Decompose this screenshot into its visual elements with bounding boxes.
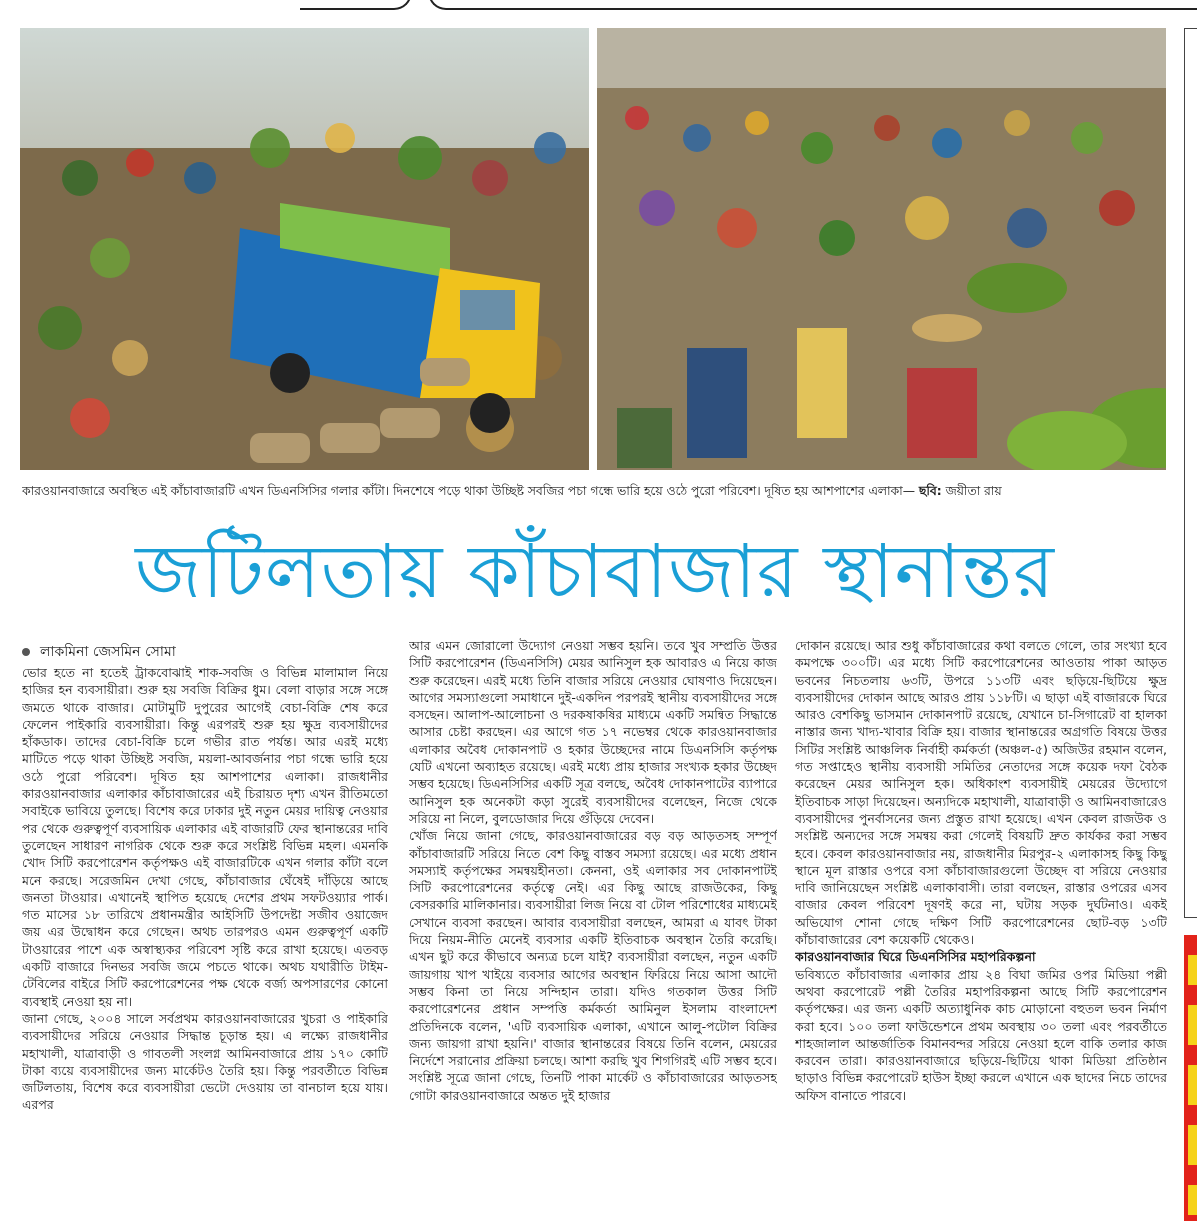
ad-stripe bbox=[1188, 1005, 1197, 1045]
paragraph: ভোর হতে না হতেই ট্রাকবোঝাই শাক-সবজি ও বিভিন্ন মালামাল নিয়ে হাজির হন ব্যবসায়ীরা। শুরু হয় সবজি বিক্রির ধুম। বেলা বাড়ার সঙ্গে সঙ্গে জমতে থাকে বাজার। মোটামুটি দুপুরের আগেই বেচা-বিক্রি শেষ করে ফেলেন পাইকারি ব্যবসায়ীরা। কিন্তু এরপরই শুরু হয় ক্ষুদ্র ব্যবসায়ীদের হাঁকডাক। তাদের বেচা-বিক্রি চলে গভীর রাত পর্যন্ত। আর এরই মধ্যে মাটিতে পড়ে থাকা উচ্ছিষ্ট সবজি, ময়লা-আবর্জনার পচা গন্ধে ভারি হয়ে ওঠে পুরো পরিবেশ। দূষিত হয় আশপাশের এলাকা। রাজধানীর কারওয়ানবাজার এলাকার কাঁচাবাজারের এই চিরায়ত দৃশ্য এখন রীতিমতো সবাইকে ভাবিয়ে তুলছে। বিশেষ করে ঢাকার দুই নতুন মেয়র দায়িত্ব নেওয়ার পর থেকে গুরুত্বপূর্ণ ব্যবসায়িক এলাকার এই বাজারটি ফের স্থানান্তরের দাবি তুলেছেন সাধারণ নাগরিক থেকে শুরু করে সংশ্লিষ্ট বিভিন্ন মহল। এমনকি খোদ সিটি করপোরেশন কর্তৃপক্ষও এই বাজারটিকে এখন গলার কাঁটা বলে মনে করছে। সরেজমিন দেখা গেছে, কাঁচাবাজার ঘেঁষেই দাঁড়িয়ে আছে জনতা টাওয়ার। এখানেই স্থাপিত হয়েছে দেশের প্রথম সফটওয়্যার পার্ক। গত মাসের ১৮ তারিখে প্রধানমন্ত্রীর আইসিটি উপদেষ্টা সজীব ওয়াজেদ জয় এর উদ্বোধন করে গেছেন। অথচ তারপরও এমন গুরুত্বপূর্ণ একটি টাওয়ারের পাশে এক অস্বাস্থ্যকর পরিবেশ সৃষ্টি করে রাখা হয়েছে। এতবড় একটি বাজারে দিনভর সবজি জমে পচতে থাকে। অথচ যথারীতি টাইম-টেবিলের বাইরে সিটি করপোরেশনের পক্ষ থেকে বর্জ্য অপসারণের কোনো ব্যবস্থাই নেওয়া হয় না। bbox=[22, 665, 388, 1009]
paragraph: আর এমন জোরালো উদ্যোগ নেওয়া সম্ভব হয়নি। তবে খুব সম্প্রতি উত্তর সিটি করপোরেশন (ডিএনসিসি) মেয়র আনিসুল হক আবারও এ নিয়ে কাজ শুরু করেছেন। এরই মধ্যে তিনি বাজার সরিয়ে নেওয়ার ঘোষণাও দিয়েছেন। আগের সমস্যাগুলো সমাধানে দুই-একদিন পরপরই স্থানীয় ব্যবসায়ীদের সঙ্গে বসছেন। আলাপ-আলোচনা ও দরকষাকষির মাধ্যমে একটি সমন্বিত সিদ্ধান্তে আসার চেষ্টা করছেন। এর আগে গত ১৭ নভেম্বর থেকে কারওয়ানবাজার এলাকার অবৈধ দোকানপাট ও হকার উচ্ছেদের নামে ডিএনসিসি কর্তৃপক্ষ যেটি এখনো অব্যাহত রয়েছে। এরই মধ্যে প্রায় হাজার সংখ্যক হকার উচ্ছেদ সম্ভব হয়েছে। ডিএনসিসির একটি সূত্র বলছে, অবৈধ দোকানপাটের ব্যাপারে আনিসুল হক অনেকটা কড়া সুরেই ব্যবসায়ীদের বলেছেন, নিজে থেকে সরিয়ে না নিলে, বুলডোজার দিয়ে গুঁড়িয়ে দেবেন। bbox=[409, 638, 777, 826]
ad-stripe bbox=[1188, 955, 1197, 985]
paragraph: দোকান রয়েছে। আর শুধু কাঁচাবাজারের কথা বলতে গেলে, তার সংখ্যা হবে কমপক্ষে ৩০০টি। এর মধ্যে সিটি করপোরেশনের আওতায় পাকা আড়ত ভবনের নিচতলায় ৬৩টি, উপরে ১১৩টি এবং ছড়িয়ে-ছিটিয়ে ক্ষুদ্র ব্যবসায়ীদের দোকান আছে আরও প্রায় ১১৮টি। এ ছাড়া এই বাজারকে ঘিরে আরও বেশকিছু ভাসমান দোকানপাট রয়েছে, যেখানে চা-সিগারেট বা হালকা নাস্তার জন্য খাদ্য-খাবার বিক্রি হয়। বাজার স্থানান্তরের অগ্রগতি বিষয়ে উত্তর সিটির সংশ্লিষ্ট আঞ্চলিক নির্বাহী কর্মকর্তা (অঞ্চল-৫) অজিউর রহমান বলেন, গত সপ্তাহেও স্থানীয় ব্যবসায়ী সমিতির নেতাদের সঙ্গে কয়েক দফা বৈঠক করেছেন মেয়র আনিসুল হক। অধিকাংশ ব্যবসায়ীই মেয়রের উদ্যোগে ইতিবাচক সাড়া দিয়েছেন। অন্যদিকে মহাখালী, যাত্রাবাড়ী ও আমিনবাজারেও ব্যবসায়ীদের পুনর্বাসনের জন্য প্রস্তুত রাখা হয়েছে। এখন কেবল রাজউক ও সংশ্লিষ্ট অন্যদের সঙ্গে সমন্বয় করা গেলেই বিষয়টি দ্রুত কার্যকর করা সম্ভব হবে। কেবল কারওয়ানবাজার নয়, রাজধানীর মিরপুর-২ এলাকাসহ কিছু কিছু স্থানে মূল রাস্তার ওপরে বসা কাঁচাবাজারগুলো উচ্ছেদ বা সরিয়ে নেওয়ার দাবি জানিয়েছেন সংশ্লিষ্ট এলাকাবাসী। তারা বলছেন, রাস্তার ওপরের এসব বাজার কেবল পরিবেশ দূষণই করে না, ঘটায় সড়ক দুর্ঘটনাও। একই অভিযোগ শোনা গেছে দক্ষিণ সিটি করপোরেশনের ছোট-বড় ১৩টি কাঁচাবাজারের বেশ কয়েকটি থেকেও। bbox=[795, 638, 1167, 948]
top-border-curve-right bbox=[428, 0, 1197, 10]
top-border-curve-left bbox=[300, 0, 412, 10]
article-column-3 bbox=[795, 637, 1167, 1214]
adjacent-advertisement-strip bbox=[1184, 935, 1197, 1221]
adjacent-article-border bbox=[1184, 28, 1197, 918]
market-truck-photo bbox=[20, 28, 589, 470]
market-truck-photo-image bbox=[20, 28, 589, 470]
headline: জটিলতায় কাঁচাবাজার স্থানান্তর bbox=[135, 529, 1055, 615]
paragraph: খোঁজ নিয়ে জানা গেছে, কারওয়ানবাজারের বড় বড় আড়তসহ সম্পূর্ণ কাঁচাবাজারটি সরিয়ে নিতে বেশ কিছু বাস্তব সমস্যা রয়েছে। এর মধ্যে প্রধান সমস্যাই কর্তৃপক্ষের সমন্বয়হীনতা। কেননা, ওই এলাকার সব দোকানপাটই সিটি করপোরেশনের কর্তৃত্বে নেই। এর কিছু আছে রাজউকের, কিছু বেসরকারি মালিকানার। ব্যবসায়ীরা লিজ নিয়ে বা টোল পরিশোধের মাধ্যমেই সেখানে ব্যবসা করছেন। আবার ব্যবসায়ীরা বলছেন, আমরা এ যাবৎ টাকা দিয়ে নিয়ম-নীতি মেনেই ব্যবসার একটি ইতিবাচক অবস্থান তৈরি করেছি। এখন ছুট করে কীভাবে অন্যত্র চলে যাই? ব্যবসায়ীরা বলছেন, নতুন একটি জায়গায় খাপ খাইয়ে ব্যবসার আগের অবস্থান ফিরিয়ে নিয়ে আসা আদৌ সম্ভব কিনা তা নিয়ে সন্দিহান তারা। যদিও গতকাল উত্তর সিটি করপোরেশনের প্রধান সম্পত্তি কর্মকর্তা আমিনুল ইসলাম বাংলাদেশ প্রতিদিনকে বলেন, 'এটি ব্যবসায়িক এলাকা, এখানে আলু-পটোল বিক্রির জন্য জায়গা রাখা হয়নি।' বাজার স্থানান্তরের বিষয়ে তিনি বলেন, মেয়রের নির্দেশে সরানোর প্রক্রিয়া চলছে। আশা করছি খুব শিগগিরই এটি সম্ভব হবে। সংশ্লিষ্ট সূত্রে জানা গেছে, তিনটি পাকা মার্কেট ও কাঁচাবাজারের আড়তসহ গোটা কারওয়ানবাজারে অন্তত দুই হাজার bbox=[409, 828, 777, 1103]
paragraph: জানা গেছে, ২০০৪ সালে সর্বপ্রথম কারওয়ানবাজারের খুচরা ও পাইকারি ব্যবসায়ীদের সরিয়ে নেওয়ার সিদ্ধান্ত চূড়ান্ত হয়। এ লক্ষ্যে রাজধানীর মহাখালী, যাত্রাবাড়ী ও গাবতলী সংলগ্ন আমিনবাজারে প্রায় ১৭০ কোটি টাকা ব্যয়ে ব্যবসায়ীদের জন্য মার্কেটও তৈরি হয়। কিন্তু পরবর্তীতে বিভিন্ন জটিলতায়, বিশেষ করে ব্যবসায়ীরা ভেটো দেওয়ায় তা বানচাল হয়ে যায়। এরপর bbox=[22, 1010, 388, 1113]
top-border-rule bbox=[0, 0, 1197, 14]
market-crowd-photo-image bbox=[597, 28, 1166, 470]
ad-stripe bbox=[1188, 1185, 1197, 1215]
photo-credit-label: ছবি: bbox=[918, 484, 942, 498]
ad-stripe bbox=[1188, 1125, 1197, 1165]
photo-caption bbox=[22, 482, 1170, 500]
ad-stripe bbox=[1188, 1065, 1197, 1105]
article-column-2 bbox=[409, 637, 777, 1214]
article-column-1 bbox=[22, 664, 388, 1214]
article-subheading: কারওয়ানবাজার ঘিরে ডিএনসিসির মহাপরিকল্পনা bbox=[795, 949, 1036, 965]
byline-author: লাকমিনা জেসমিন সোমা bbox=[40, 644, 176, 660]
market-crowd-photo bbox=[597, 28, 1166, 470]
caption-text: কারওয়ানবাজারে অবস্থিত এই কাঁচাবাজারটি এখন ডিএনসিসির গলার কাঁটা। দিনশেষে পড়ে থাকা উচ্ছিষ্ট সবজির পচা গন্ধে ভারি হয়ে ওঠে পুরো পরিবেশ। দূষিত হয় আশপাশের এলাকা— bbox=[22, 484, 915, 498]
photo-credit-name: জয়ীতা রায় bbox=[945, 484, 1002, 498]
bullet-icon bbox=[22, 648, 30, 656]
paragraph: ভবিষ্যতে কাঁচাবাজার এলাকার প্রায় ২৪ বিঘা জমির ওপর মিডিয়া পল্লী অথবা করপোরেট পল্লী তৈরির মহাপরিকল্পনা আছে সিটি করপোরেশন কর্তৃপক্ষের। এর জন্য একটি অত্যাধুনিক কাচ মোড়ানো বহুতল ভবন নির্মাণ করা হবে। ১০০ তলা ফাউন্ডেশনে প্রথম অবস্থায় ৩০ তলা এবং পরবর্তীতে শাহজালাল আন্তর্জাতিক বিমানবন্দর সরিয়ে নেওয়া হলে বাকি তলার কাজ করবেন তারা। কারওয়ানবাজারে ছড়িয়ে-ছিটিয়ে থাকা মিডিয়া প্রতিষ্ঠান ছাড়াও বিভিন্ন করপোরেট হাউস ইচ্ছা করলে এখানে এক ছাদের নিচে তাদের অফিস বানাতে পারবে। bbox=[795, 966, 1167, 1103]
byline bbox=[22, 640, 176, 664]
